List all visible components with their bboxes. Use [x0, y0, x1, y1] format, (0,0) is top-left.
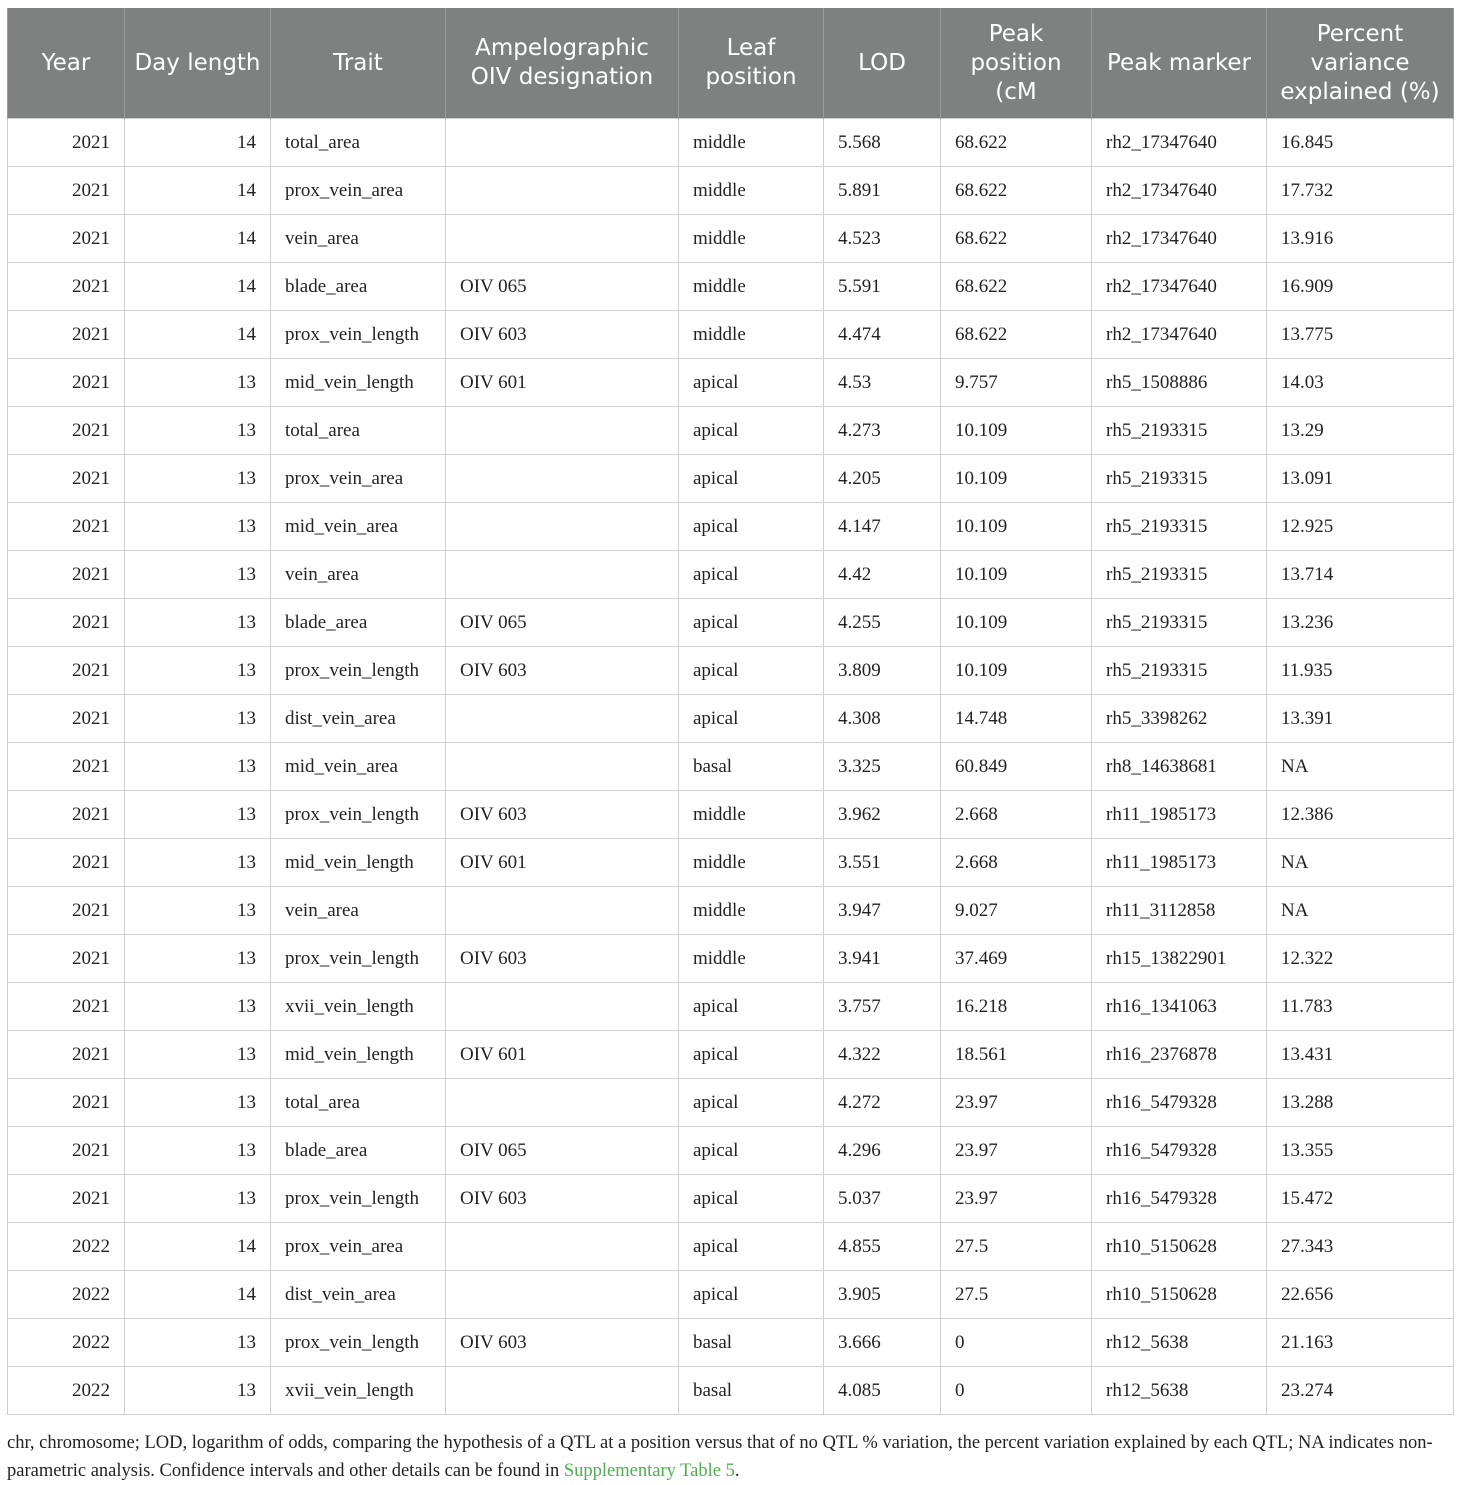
cell-leaf-position: apical	[679, 647, 824, 695]
footnote-text: chr, chromosome; LOD, logarithm of odds, comparing the hypothesis of a QTL at a position versus that of no QTL % variation, the percent variation explained by each QTL; NA indicates non-parametric analysis. Confidence intervals and other details can be found in	[7, 1433, 1433, 1481]
cell-lod: 4.205	[824, 455, 941, 503]
cell-peak-position: 10.109	[941, 599, 1092, 647]
cell-percent-variance: 15.472	[1267, 1175, 1454, 1223]
cell-lod: 5.568	[824, 119, 941, 167]
table-row	[8, 1271, 1454, 1319]
cell-leaf-position: middle	[679, 263, 824, 311]
cell-oiv-designation: OIV 601	[446, 1031, 679, 1079]
cell-oiv-designation: OIV 065	[446, 263, 679, 311]
cell-oiv-designation: OIV 603	[446, 311, 679, 359]
cell-year: 2021	[8, 1079, 125, 1127]
column-header-trait: Trait	[271, 8, 446, 119]
cell-year: 2021	[8, 263, 125, 311]
cell-day-length: 13	[125, 503, 271, 551]
cell-year: 2021	[8, 983, 125, 1031]
cell-leaf-position: middle	[679, 791, 824, 839]
cell-peak-marker: rh16_5479328	[1092, 1127, 1267, 1175]
cell-peak-position: 23.97	[941, 1127, 1092, 1175]
table-row	[8, 599, 1454, 647]
supplementary-table-link[interactable]: Supplementary Table 5	[563, 1461, 735, 1481]
cell-peak-position: 27.5	[941, 1223, 1092, 1271]
cell-leaf-position: basal	[679, 1367, 824, 1415]
table-row	[8, 455, 1454, 503]
cell-leaf-position: middle	[679, 839, 824, 887]
cell-peak-marker: rh16_1341063	[1092, 983, 1267, 1031]
table-row	[8, 1367, 1454, 1415]
table-body	[8, 119, 1454, 1415]
cell-percent-variance: 13.288	[1267, 1079, 1454, 1127]
cell-year: 2022	[8, 1223, 125, 1271]
cell-percent-variance: 13.714	[1267, 551, 1454, 599]
cell-trait: total_area	[271, 1079, 446, 1127]
table-row	[8, 359, 1454, 407]
cell-day-length: 13	[125, 695, 271, 743]
cell-peak-marker: rh10_5150628	[1092, 1271, 1267, 1319]
cell-leaf-position: apical	[679, 1271, 824, 1319]
cell-leaf-position: apical	[679, 695, 824, 743]
cell-trait: blade_area	[271, 599, 446, 647]
cell-peak-marker: rh16_5479328	[1092, 1079, 1267, 1127]
cell-year: 2021	[8, 407, 125, 455]
cell-lod: 5.591	[824, 263, 941, 311]
table-row	[8, 647, 1454, 695]
cell-year: 2021	[8, 167, 125, 215]
cell-peak-position: 9.027	[941, 887, 1092, 935]
column-header-oiv-designation: Ampelographic OIV designation	[446, 8, 679, 119]
cell-year: 2021	[8, 551, 125, 599]
cell-lod: 4.308	[824, 695, 941, 743]
cell-lod: 4.42	[824, 551, 941, 599]
table-row	[8, 263, 1454, 311]
cell-percent-variance: 13.091	[1267, 455, 1454, 503]
column-header-leaf-position: Leaf position	[679, 8, 824, 119]
cell-trait: xvii_vein_length	[271, 983, 446, 1031]
cell-trait: prox_vein_length	[271, 1175, 446, 1223]
cell-year: 2021	[8, 1031, 125, 1079]
cell-year: 2021	[8, 695, 125, 743]
cell-oiv-designation	[446, 1367, 679, 1415]
table-row	[8, 1127, 1454, 1175]
cell-percent-variance: 13.355	[1267, 1127, 1454, 1175]
cell-year: 2021	[8, 599, 125, 647]
cell-peak-position: 10.109	[941, 407, 1092, 455]
cell-trait: prox_vein_length	[271, 935, 446, 983]
cell-day-length: 13	[125, 1175, 271, 1223]
cell-peak-marker: rh2_17347640	[1092, 263, 1267, 311]
cell-leaf-position: apical	[679, 407, 824, 455]
cell-day-length: 13	[125, 359, 271, 407]
cell-day-length: 13	[125, 407, 271, 455]
cell-lod: 4.53	[824, 359, 941, 407]
cell-percent-variance: 14.03	[1267, 359, 1454, 407]
cell-peak-position: 10.109	[941, 551, 1092, 599]
cell-lod: 4.147	[824, 503, 941, 551]
cell-peak-position: 60.849	[941, 743, 1092, 791]
cell-percent-variance: 12.322	[1267, 935, 1454, 983]
cell-day-length: 13	[125, 983, 271, 1031]
cell-year: 2021	[8, 119, 125, 167]
cell-trait: vein_area	[271, 887, 446, 935]
cell-leaf-position: apical	[679, 1079, 824, 1127]
table-row	[8, 407, 1454, 455]
cell-trait: blade_area	[271, 263, 446, 311]
cell-trait: total_area	[271, 119, 446, 167]
cell-lod: 5.037	[824, 1175, 941, 1223]
cell-year: 2021	[8, 455, 125, 503]
cell-lod: 3.941	[824, 935, 941, 983]
cell-peak-marker: rh15_13822901	[1092, 935, 1267, 983]
cell-day-length: 13	[125, 1127, 271, 1175]
cell-peak-position: 10.109	[941, 647, 1092, 695]
cell-peak-marker: rh5_2193315	[1092, 503, 1267, 551]
cell-lod: 3.757	[824, 983, 941, 1031]
cell-day-length: 13	[125, 1367, 271, 1415]
cell-trait: prox_vein_area	[271, 1223, 446, 1271]
cell-oiv-designation	[446, 695, 679, 743]
cell-percent-variance: 13.236	[1267, 599, 1454, 647]
cell-day-length: 13	[125, 887, 271, 935]
cell-leaf-position: apical	[679, 359, 824, 407]
cell-day-length: 13	[125, 935, 271, 983]
cell-percent-variance: 22.656	[1267, 1271, 1454, 1319]
cell-lod: 4.474	[824, 311, 941, 359]
cell-oiv-designation	[446, 407, 679, 455]
cell-peak-marker: rh11_1985173	[1092, 791, 1267, 839]
table-row	[8, 983, 1454, 1031]
table-row	[8, 1079, 1454, 1127]
cell-day-length: 13	[125, 743, 271, 791]
cell-peak-marker: rh2_17347640	[1092, 167, 1267, 215]
table-row	[8, 311, 1454, 359]
cell-day-length: 13	[125, 455, 271, 503]
cell-oiv-designation: OIV 065	[446, 599, 679, 647]
cell-leaf-position: middle	[679, 887, 824, 935]
cell-percent-variance: 21.163	[1267, 1319, 1454, 1367]
cell-trait: total_area	[271, 407, 446, 455]
cell-lod: 3.809	[824, 647, 941, 695]
cell-oiv-designation	[446, 503, 679, 551]
cell-oiv-designation	[446, 551, 679, 599]
cell-peak-position: 37.469	[941, 935, 1092, 983]
cell-peak-marker: rh2_17347640	[1092, 311, 1267, 359]
cell-percent-variance: 23.274	[1267, 1367, 1454, 1415]
column-header-year: Year	[8, 8, 125, 119]
cell-trait: blade_area	[271, 1127, 446, 1175]
cell-oiv-designation: OIV 603	[446, 1175, 679, 1223]
cell-day-length: 14	[125, 1223, 271, 1271]
cell-peak-position: 0	[941, 1319, 1092, 1367]
cell-peak-marker: rh5_3398262	[1092, 695, 1267, 743]
cell-day-length: 13	[125, 1319, 271, 1367]
table-row	[8, 695, 1454, 743]
cell-day-length: 13	[125, 1079, 271, 1127]
cell-trait: prox_vein_length	[271, 647, 446, 695]
cell-trait: mid_vein_area	[271, 743, 446, 791]
cell-oiv-designation	[446, 215, 679, 263]
table-row	[8, 503, 1454, 551]
cell-percent-variance: NA	[1267, 839, 1454, 887]
cell-lod: 4.272	[824, 1079, 941, 1127]
cell-lod: 4.855	[824, 1223, 941, 1271]
column-header-lod: LOD	[824, 8, 941, 119]
table-row	[8, 1031, 1454, 1079]
cell-day-length: 14	[125, 1271, 271, 1319]
cell-peak-position: 14.748	[941, 695, 1092, 743]
table-row	[8, 935, 1454, 983]
cell-oiv-designation	[446, 119, 679, 167]
cell-day-length: 14	[125, 263, 271, 311]
table-row	[8, 1319, 1454, 1367]
cell-oiv-designation	[446, 1271, 679, 1319]
cell-peak-position: 68.622	[941, 215, 1092, 263]
column-header-percent-variance: Percent variance explained (%)	[1267, 8, 1454, 119]
cell-day-length: 14	[125, 215, 271, 263]
cell-year: 2021	[8, 743, 125, 791]
cell-peak-marker: rh2_17347640	[1092, 215, 1267, 263]
cell-year: 2021	[8, 1127, 125, 1175]
cell-day-length: 13	[125, 1031, 271, 1079]
cell-oiv-designation: OIV 603	[446, 1319, 679, 1367]
cell-oiv-designation: OIV 603	[446, 935, 679, 983]
cell-peak-position: 2.668	[941, 791, 1092, 839]
cell-year: 2021	[8, 791, 125, 839]
cell-peak-position: 18.561	[941, 1031, 1092, 1079]
cell-trait: prox_vein_area	[271, 167, 446, 215]
cell-percent-variance: 13.29	[1267, 407, 1454, 455]
table-header-row	[8, 8, 1454, 119]
cell-lod: 3.551	[824, 839, 941, 887]
cell-day-length: 13	[125, 551, 271, 599]
cell-oiv-designation: OIV 603	[446, 791, 679, 839]
cell-leaf-position: middle	[679, 119, 824, 167]
cell-leaf-position: apical	[679, 551, 824, 599]
table-row	[8, 743, 1454, 791]
cell-percent-variance: 13.775	[1267, 311, 1454, 359]
cell-trait: prox_vein_length	[271, 791, 446, 839]
cell-peak-position: 27.5	[941, 1271, 1092, 1319]
cell-oiv-designation	[446, 167, 679, 215]
cell-oiv-designation: OIV 601	[446, 359, 679, 407]
cell-peak-position: 68.622	[941, 119, 1092, 167]
column-header-peak-marker: Peak marker	[1092, 8, 1267, 119]
cell-day-length: 13	[125, 791, 271, 839]
table-row	[8, 551, 1454, 599]
cell-day-length: 14	[125, 119, 271, 167]
cell-leaf-position: apical	[679, 1031, 824, 1079]
cell-lod: 4.322	[824, 1031, 941, 1079]
table-row	[8, 791, 1454, 839]
cell-leaf-position: apical	[679, 599, 824, 647]
cell-trait: dist_vein_area	[271, 695, 446, 743]
cell-lod: 5.891	[824, 167, 941, 215]
cell-year: 2021	[8, 839, 125, 887]
cell-peak-position: 16.218	[941, 983, 1092, 1031]
cell-percent-variance: 27.343	[1267, 1223, 1454, 1271]
cell-percent-variance: NA	[1267, 743, 1454, 791]
cell-day-length: 13	[125, 599, 271, 647]
table-row	[8, 167, 1454, 215]
cell-peak-position: 68.622	[941, 311, 1092, 359]
cell-year: 2022	[8, 1271, 125, 1319]
cell-oiv-designation	[446, 455, 679, 503]
cell-leaf-position: apical	[679, 983, 824, 1031]
cell-lod: 3.905	[824, 1271, 941, 1319]
cell-lod: 3.962	[824, 791, 941, 839]
cell-year: 2021	[8, 1175, 125, 1223]
cell-leaf-position: apical	[679, 1223, 824, 1271]
cell-leaf-position: basal	[679, 743, 824, 791]
cell-peak-marker: rh5_2193315	[1092, 599, 1267, 647]
cell-trait: dist_vein_area	[271, 1271, 446, 1319]
cell-year: 2021	[8, 887, 125, 935]
cell-year: 2021	[8, 359, 125, 407]
cell-oiv-designation: OIV 065	[446, 1127, 679, 1175]
cell-year: 2021	[8, 215, 125, 263]
cell-percent-variance: 12.386	[1267, 791, 1454, 839]
cell-percent-variance: 11.783	[1267, 983, 1454, 1031]
cell-peak-marker: rh11_3112858	[1092, 887, 1267, 935]
cell-percent-variance: 16.845	[1267, 119, 1454, 167]
cell-year: 2022	[8, 1367, 125, 1415]
cell-peak-marker: rh5_2193315	[1092, 455, 1267, 503]
cell-peak-marker: rh5_1508886	[1092, 359, 1267, 407]
cell-peak-marker: rh12_5638	[1092, 1367, 1267, 1415]
cell-leaf-position: middle	[679, 935, 824, 983]
cell-percent-variance: 17.732	[1267, 167, 1454, 215]
cell-lod: 3.325	[824, 743, 941, 791]
cell-peak-marker: rh16_2376878	[1092, 1031, 1267, 1079]
cell-peak-position: 23.97	[941, 1079, 1092, 1127]
cell-peak-marker: rh11_1985173	[1092, 839, 1267, 887]
footnote-end: .	[734, 1461, 740, 1481]
cell-trait: mid_vein_length	[271, 839, 446, 887]
cell-oiv-designation: OIV 601	[446, 839, 679, 887]
cell-peak-position: 10.109	[941, 455, 1092, 503]
column-header-day-length: Day length	[125, 8, 271, 119]
cell-year: 2021	[8, 935, 125, 983]
cell-trait: vein_area	[271, 215, 446, 263]
cell-day-length: 14	[125, 311, 271, 359]
cell-oiv-designation: OIV 603	[446, 647, 679, 695]
cell-oiv-designation	[446, 1079, 679, 1127]
cell-leaf-position: middle	[679, 215, 824, 263]
cell-year: 2021	[8, 311, 125, 359]
cell-year: 2021	[8, 503, 125, 551]
cell-percent-variance: 12.925	[1267, 503, 1454, 551]
table-footnote	[7, 1429, 1453, 1485]
cell-oiv-designation	[446, 1223, 679, 1271]
cell-day-length: 13	[125, 839, 271, 887]
cell-percent-variance: 11.935	[1267, 647, 1454, 695]
cell-lod: 4.273	[824, 407, 941, 455]
cell-peak-marker: rh5_2193315	[1092, 407, 1267, 455]
cell-trait: prox_vein_length	[271, 311, 446, 359]
cell-year: 2022	[8, 1319, 125, 1367]
cell-trait: xvii_vein_length	[271, 1367, 446, 1415]
cell-day-length: 13	[125, 647, 271, 695]
cell-percent-variance: 13.431	[1267, 1031, 1454, 1079]
cell-peak-position: 0	[941, 1367, 1092, 1415]
cell-oiv-designation	[446, 743, 679, 791]
cell-trait: mid_vein_area	[271, 503, 446, 551]
cell-oiv-designation	[446, 887, 679, 935]
cell-peak-marker: rh16_5479328	[1092, 1175, 1267, 1223]
cell-leaf-position: basal	[679, 1319, 824, 1367]
table-row	[8, 215, 1454, 263]
cell-peak-position: 2.668	[941, 839, 1092, 887]
cell-lod: 4.255	[824, 599, 941, 647]
qtl-table	[7, 8, 1454, 1415]
cell-day-length: 14	[125, 167, 271, 215]
cell-percent-variance: NA	[1267, 887, 1454, 935]
cell-peak-marker: rh2_17347640	[1092, 119, 1267, 167]
cell-lod: 4.085	[824, 1367, 941, 1415]
cell-percent-variance: 13.391	[1267, 695, 1454, 743]
cell-year: 2021	[8, 647, 125, 695]
cell-peak-marker: rh8_14638681	[1092, 743, 1267, 791]
column-header-peak-position: Peak position (cM	[941, 8, 1092, 119]
cell-percent-variance: 16.909	[1267, 263, 1454, 311]
cell-leaf-position: apical	[679, 1127, 824, 1175]
cell-percent-variance: 13.916	[1267, 215, 1454, 263]
table-row	[8, 887, 1454, 935]
cell-trait: prox_vein_area	[271, 455, 446, 503]
table-row	[8, 1223, 1454, 1271]
cell-peak-marker: rh12_5638	[1092, 1319, 1267, 1367]
cell-trait: mid_vein_length	[271, 1031, 446, 1079]
cell-leaf-position: apical	[679, 503, 824, 551]
cell-lod: 3.947	[824, 887, 941, 935]
cell-peak-marker: rh5_2193315	[1092, 647, 1267, 695]
table-row	[8, 1175, 1454, 1223]
cell-lod: 4.523	[824, 215, 941, 263]
cell-oiv-designation	[446, 983, 679, 1031]
cell-trait: vein_area	[271, 551, 446, 599]
cell-peak-marker: rh10_5150628	[1092, 1223, 1267, 1271]
cell-leaf-position: apical	[679, 455, 824, 503]
cell-leaf-position: middle	[679, 167, 824, 215]
cell-peak-position: 68.622	[941, 263, 1092, 311]
cell-trait: prox_vein_length	[271, 1319, 446, 1367]
table-row	[8, 119, 1454, 167]
cell-trait: mid_vein_length	[271, 359, 446, 407]
cell-peak-position: 68.622	[941, 167, 1092, 215]
cell-peak-position: 23.97	[941, 1175, 1092, 1223]
cell-peak-marker: rh5_2193315	[1092, 551, 1267, 599]
cell-peak-position: 9.757	[941, 359, 1092, 407]
cell-leaf-position: middle	[679, 311, 824, 359]
table-row	[8, 839, 1454, 887]
cell-lod: 4.296	[824, 1127, 941, 1175]
cell-peak-position: 10.109	[941, 503, 1092, 551]
cell-lod: 3.666	[824, 1319, 941, 1367]
cell-leaf-position: apical	[679, 1175, 824, 1223]
